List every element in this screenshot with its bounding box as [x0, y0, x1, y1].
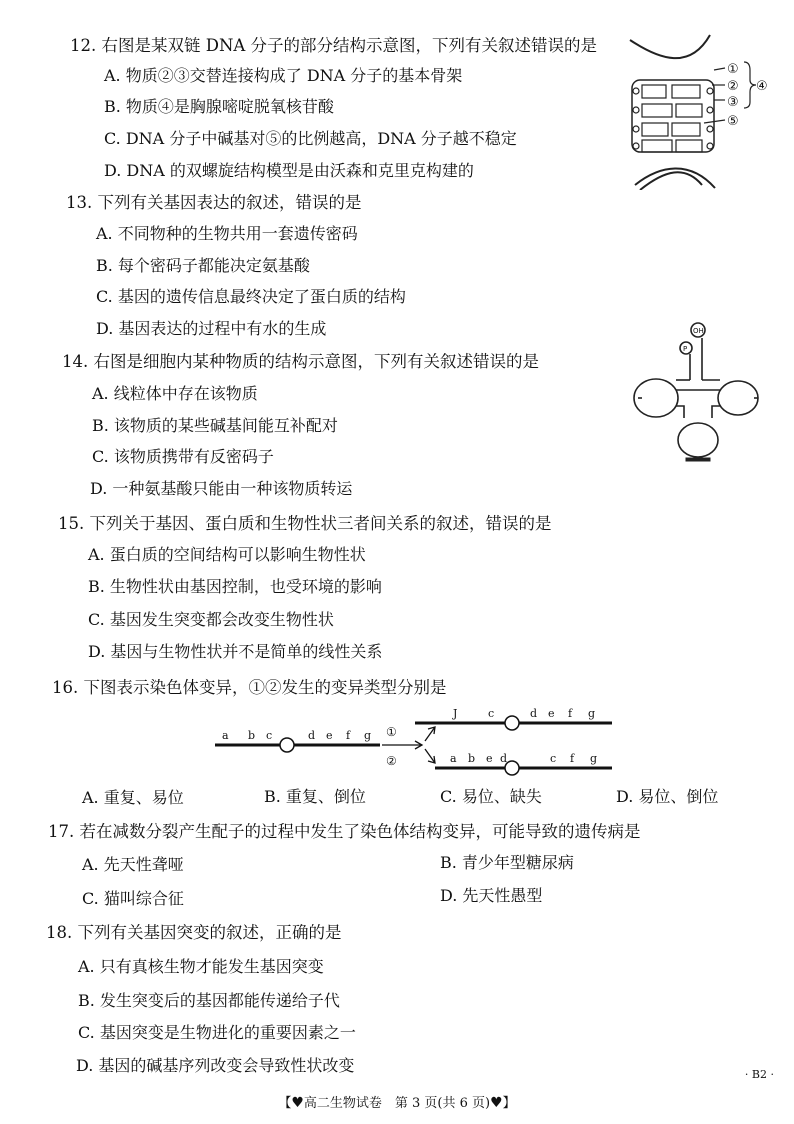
- q15-option-b: B. 生物性状由基因控制，也受环境的影响: [88, 577, 382, 596]
- chromo-v1-j: J: [453, 707, 458, 720]
- q16-option-b: B. 重复、倒位: [264, 787, 366, 806]
- dna-label-4: ④: [756, 79, 768, 94]
- arrow-label-2: ②: [386, 754, 397, 768]
- footer-bracket-left: 【: [278, 1096, 292, 1111]
- q13-option-c: C. 基因的遗传信息最终决定了蛋白质的结构: [96, 287, 406, 306]
- q13-option-b: B. 每个密码子都能决定氨基酸: [96, 256, 310, 275]
- chromo-orig-d: d: [308, 729, 316, 742]
- dna-structure-figure: [620, 30, 770, 190]
- q14-stem: 14. 右图是细胞内某种物质的结构示意图，下列有关叙述错误的是: [62, 352, 539, 371]
- q15-option-a: A. 蛋白质的空间结构可以影响生物性状: [88, 545, 366, 564]
- trna-label-p: P: [683, 345, 688, 353]
- heart-icon-right: ♥: [490, 1095, 503, 1111]
- dna-label-3: ③: [727, 95, 739, 110]
- q12-option-b: B. 物质④是胸腺嘧啶脱氧核苷酸: [104, 97, 334, 116]
- chromo-v2-c: c: [550, 752, 557, 765]
- dna-label-2: ②: [727, 79, 739, 94]
- trna-label-oh: OH: [693, 327, 704, 335]
- q18-option-a: A. 只有真核生物才能发生基因突变: [78, 957, 324, 976]
- q16-option-a: A. 重复、易位: [82, 788, 184, 807]
- q12-option-c: C. DNA 分子中碱基对⑤的比例越高，DNA 分子越不稳定: [104, 129, 517, 148]
- chromo-v2-e: e: [486, 752, 493, 765]
- chromo-v1-f: f: [568, 707, 573, 720]
- chromo-v2-a: a: [450, 752, 457, 765]
- trna-structure-figure: [628, 318, 766, 468]
- page-code: · B2 ·: [744, 1068, 774, 1081]
- q13-stem: 13. 下列有关基因表达的叙述，错误的是: [66, 193, 362, 212]
- heart-icon: ♥: [291, 1095, 304, 1111]
- q18-stem: 18. 下列有关基因突变的叙述，正确的是: [46, 923, 342, 942]
- footer-text: 高二生物试卷 第 3 页(共 6 页): [303, 1096, 491, 1111]
- page-footer: [0, 1092, 794, 1111]
- q12-option-a: A. 物质②③交替连接构成了 DNA 分子的基本骨架: [104, 66, 463, 85]
- q16-option-c: C. 易位、缺失: [440, 787, 542, 806]
- chromo-orig-a: a: [222, 729, 229, 742]
- q12-stem: 12. 右图是某双链 DNA 分子的部分结构示意图，下列有关叙述错误的是: [70, 36, 598, 55]
- q14-option-a: A. 线粒体中存在该物质: [92, 384, 258, 403]
- q18-option-c: C. 基因突变是生物进化的重要因素之一: [78, 1023, 356, 1042]
- chromo-v1-e: e: [548, 707, 555, 720]
- q14-option-c: C. 该物质携带有反密码子: [92, 447, 274, 466]
- chromo-v1-g: g: [588, 707, 596, 720]
- q13-option-d: D. 基因表达的过程中有水的生成: [96, 319, 327, 338]
- footer-bracket-right: 】: [502, 1096, 516, 1111]
- chromo-orig-c: c: [266, 729, 273, 742]
- q15-option-c: C. 基因发生突变都会改变生物性状: [88, 610, 334, 629]
- chromo-orig-g: g: [364, 729, 372, 742]
- q17-option-b: B. 青少年型糖尿病: [440, 853, 574, 872]
- chromo-orig-f: f: [346, 729, 351, 742]
- q18-option-d: D. 基因的碱基序列改变会导致性状改变: [76, 1056, 355, 1075]
- q16-stem: 16. 下图表示染色体变异，①②发生的变异类型分别是: [52, 678, 447, 697]
- chromo-orig-e: e: [326, 729, 333, 742]
- q16-option-d: D. 易位、倒位: [616, 787, 719, 806]
- q15-option-d: D. 基因与生物性状并不是简单的线性关系: [88, 642, 383, 661]
- chromo-v1-c: c: [488, 707, 495, 720]
- arrow-label-1: ①: [386, 725, 397, 739]
- q17-option-c: C. 猫叫综合征: [82, 889, 184, 908]
- q12-option-d: D. DNA 的双螺旋结构模型是由沃森和克里克构建的: [104, 161, 474, 180]
- q17-option-d: D. 先天性愚型: [440, 886, 543, 905]
- q18-option-b: B. 发生突变后的基因都能传递给子代: [78, 991, 340, 1010]
- q14-option-d: D. 一种氨基酸只能由一种该物质转运: [90, 479, 353, 498]
- q17-stem: 17. 若在减数分裂产生配子的过程中发生了染色体结构变异，可能导致的遗传病是: [48, 822, 641, 841]
- chromosome-variation-figure: [210, 705, 620, 785]
- chromo-v2-f: f: [570, 752, 575, 765]
- q13-option-a: A. 不同物种的生物共用一套遗传密码: [96, 224, 358, 243]
- chromo-v2-b: b: [468, 752, 476, 765]
- dna-label-1: ①: [727, 62, 739, 77]
- chromo-orig-b: b: [248, 729, 256, 742]
- q17-option-a: A. 先天性聋哑: [82, 855, 184, 874]
- chromo-v2-d: d: [500, 752, 508, 765]
- q15-stem: 15. 下列关于基因、蛋白质和生物性状三者间关系的叙述，错误的是: [58, 514, 552, 533]
- chromo-v2-g: g: [590, 752, 598, 765]
- q14-option-b: B. 该物质的某些碱基间能互补配对: [92, 416, 338, 435]
- dna-label-5: ⑤: [727, 114, 739, 129]
- chromo-v1-d: d: [530, 707, 538, 720]
